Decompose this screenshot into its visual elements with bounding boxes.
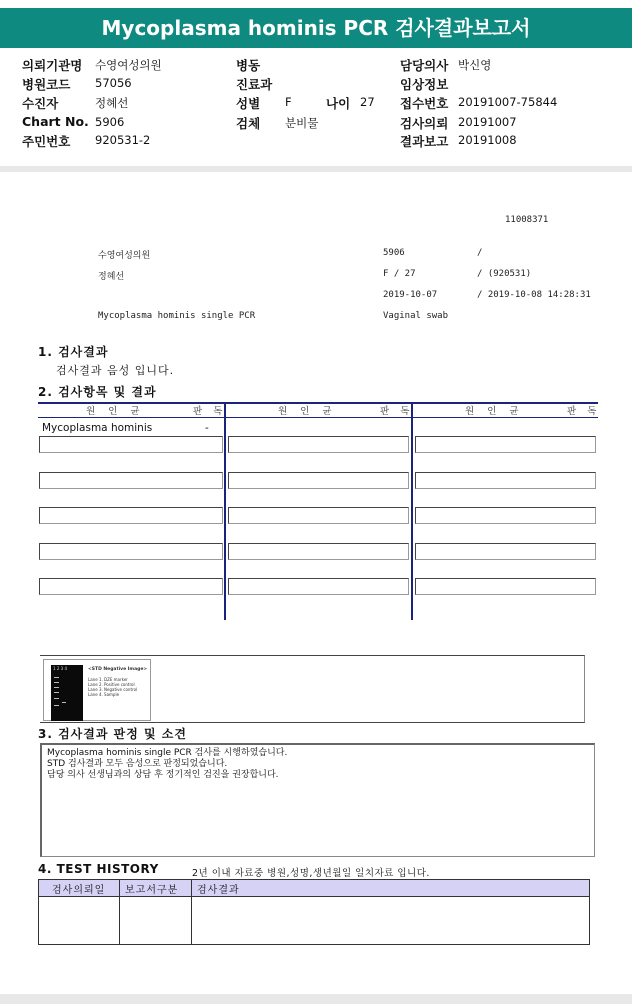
result-cell — [228, 507, 409, 524]
report-sex-age: F / 27 — [383, 269, 416, 279]
col-organism-header: 원 인 균 — [278, 406, 337, 417]
gel-caption: <STD Negative Image> — [88, 667, 148, 672]
report-value: 20191008 — [458, 133, 517, 147]
opinion-line: STD 검사결과 모두 음성으로 판정되었습니다. — [47, 759, 228, 769]
history-col-request-date: 검사의뢰일 — [52, 885, 106, 896]
organism-name: Mycoplasma hominis — [42, 422, 153, 434]
report-patient: 정혜선 — [98, 272, 125, 282]
ward-label: 병동 — [236, 58, 261, 73]
sex-label: 성별 — [236, 96, 261, 111]
result-cell — [39, 578, 223, 595]
report-label: 결과보고 — [400, 134, 449, 149]
section4-note: 2년 이내 자료중 병원,성명,생년월일 일치자료 입니다. — [192, 868, 430, 879]
history-divider — [191, 880, 192, 944]
grid-header-border — [38, 417, 598, 418]
col-result-header: 판 독 — [567, 406, 601, 417]
result-cell — [39, 436, 223, 453]
grid-divider — [224, 402, 226, 620]
opinion-box — [40, 743, 595, 857]
request-value: 20191007 — [458, 115, 517, 129]
col-organism-header: 원 인 균 — [465, 406, 524, 417]
doctor-label: 담당의사 — [400, 58, 449, 73]
history-col-result: 검사결과 — [197, 885, 240, 896]
history-divider — [119, 880, 120, 944]
result-cell — [228, 578, 409, 595]
report-chart: 5906 — [383, 248, 405, 258]
dept-label: 진료과 — [236, 77, 273, 92]
gel-image — [43, 659, 151, 721]
history-table — [38, 879, 590, 945]
hospital-label: 의뢰기관명 — [22, 58, 83, 73]
gel-lane-numbers: 1 2 3 4 — [53, 666, 67, 671]
report-result-datetime: / 2019-10-08 14:28:31 — [477, 290, 591, 300]
specimen-value: 분비물 — [285, 116, 319, 130]
chart-value: 5906 — [95, 115, 125, 129]
opinion-line: 담당 의사 선생님과의 상담 후 정기적인 검진을 권장합니다. — [47, 770, 279, 780]
rrn-value: 920531-2 — [95, 133, 151, 147]
result-cell — [415, 507, 596, 524]
result-cell — [415, 472, 596, 489]
report-slash: / — [477, 248, 483, 258]
result-grid — [38, 402, 601, 620]
code-label: 병원코드 — [22, 77, 71, 92]
page-bottom-band — [0, 994, 632, 1004]
patient-info-panel — [0, 52, 632, 164]
section3-title: 3. 검사결과 판정 및 소견 — [38, 727, 187, 741]
report-specimen: Vaginal swab — [383, 311, 449, 321]
report-birth: / (920531) — [477, 269, 532, 279]
result-cell — [415, 436, 596, 453]
result-cell — [228, 472, 409, 489]
section2-title: 2. 검사항목 및 결과 — [38, 385, 157, 399]
clinical-label: 임상정보 — [400, 77, 449, 92]
report-hospital: 수영여성의원 — [98, 251, 151, 261]
separator-band — [0, 166, 632, 172]
result-cell — [415, 543, 596, 560]
result-cell — [228, 436, 409, 453]
request-label: 검사의뢰 — [400, 116, 449, 131]
result-cell — [228, 543, 409, 560]
code-value: 57056 — [95, 76, 132, 90]
gel-lane1: Lane 1. DZE marker — [88, 677, 128, 682]
patient-value: 정혜선 — [95, 96, 129, 110]
receipt-value: 20191007-75844 — [458, 95, 558, 109]
opinion-line: Mycoplasma hominis single PCR 검사를 시행하였습니다. — [47, 748, 288, 758]
receipt-label: 접수번호 — [400, 96, 449, 111]
result-cell — [39, 543, 223, 560]
age-value: 27 — [360, 95, 375, 109]
result-cell — [39, 472, 223, 489]
age-label: 나이 — [326, 96, 351, 111]
col-result-header: 판 독 — [193, 406, 227, 417]
col-organism-header: 원 인 균 — [86, 406, 145, 417]
gel-lane2: Lane 2. Positive control — [88, 682, 135, 687]
gel-electrophoresis-image — [51, 665, 83, 721]
report-title: Mycoplasma hominis PCR 검사결과보고서 — [0, 8, 632, 48]
grid-divider — [411, 402, 413, 620]
gel-lane4: Lane 4. Sample — [88, 692, 120, 697]
report-request-date: 2019-10-07 — [383, 290, 438, 300]
col-result-header: 판 독 — [380, 406, 414, 417]
chart-label: Chart No. — [22, 114, 89, 129]
section1-title: 1. 검사결과 — [38, 345, 109, 359]
organism-result: - — [205, 422, 209, 434]
sex-value: F — [285, 95, 292, 109]
result-cell — [415, 578, 596, 595]
result-cell — [39, 507, 223, 524]
report-id: 11008371 — [505, 215, 549, 225]
doctor-value: 박신영 — [458, 58, 492, 72]
report-test-name: Mycoplasma hominis single PCR — [98, 311, 256, 321]
gel-image-frame — [40, 655, 585, 723]
specimen-label: 검체 — [236, 116, 261, 131]
section1-text: 검사결과 음성 입니다. — [56, 364, 175, 377]
patient-label: 수진자 — [22, 96, 59, 111]
history-col-report-type: 보고서구분 — [125, 885, 179, 896]
hospital-value: 수영여성의원 — [95, 58, 162, 72]
section4-title: 4. TEST HISTORY — [38, 862, 159, 876]
history-header-row — [39, 880, 589, 897]
gel-lane3: Lane 3. Negative control — [88, 687, 138, 692]
rrn-label: 주민번호 — [22, 134, 71, 149]
